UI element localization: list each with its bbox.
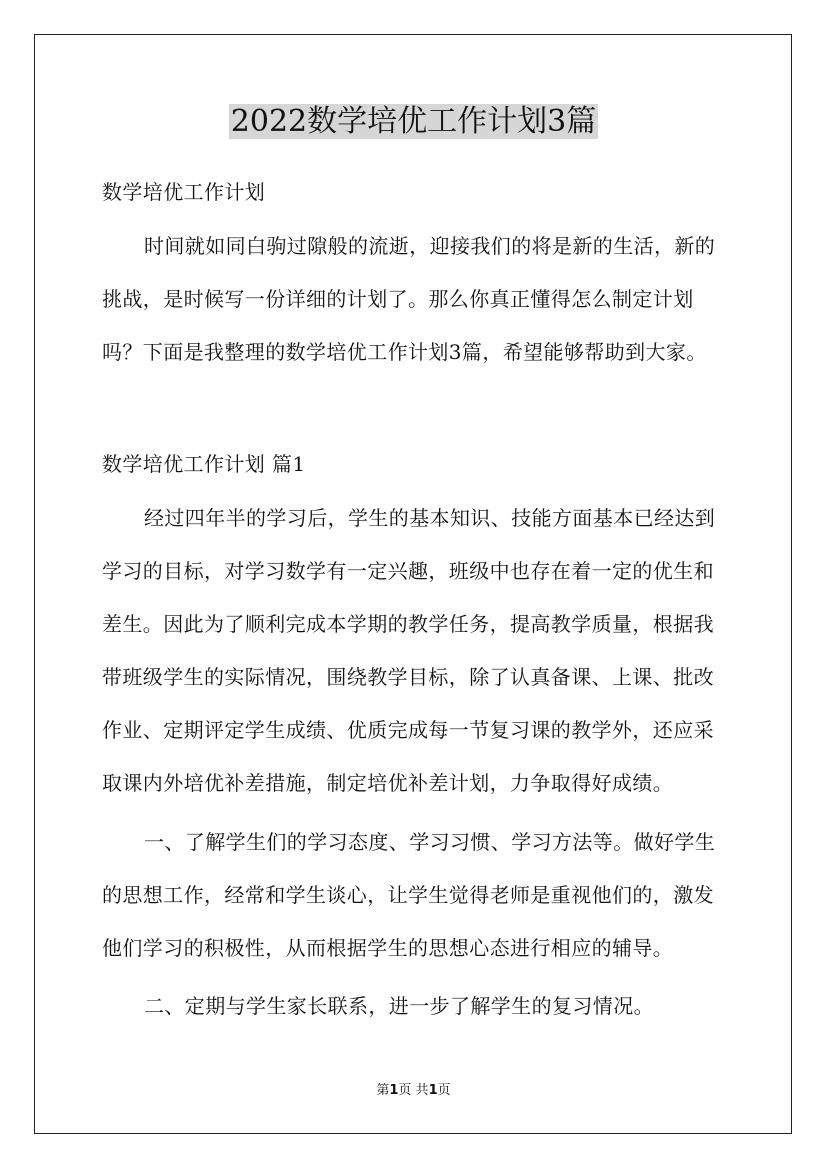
- intro-paragraph: 时间就如同白驹过隙般的流逝，迎接我们的将是新的生活，新的挑战，是时候写一份详细的计划了。那么你真正懂得怎么制定计划吗？下面是我整理的数学培优工作计划3篇，希望能够帮助到大家。: [102, 234, 716, 364]
- footer-page-total: 1: [428, 1083, 438, 1098]
- footer-page-prefix: 第: [376, 1083, 390, 1098]
- section-heading-1: 数学培优工作计划 篇1: [102, 452, 306, 476]
- intro-heading: 数学培优工作计划: [102, 180, 266, 204]
- footer-page-current: 1: [389, 1083, 399, 1098]
- paragraph-2: 一、了解学生们的学习态度、学习习惯、学习方法等。做好学生的思想工作，经常和学生谈心，让学生觉得老师是重视他们的，激发他们学习的积极性，从而根据学生的思想心态进行相应的辅导。: [102, 830, 716, 960]
- paragraph-3: 二、定期与学生家长联系，进一步了解学生的复习情况。: [144, 994, 654, 1018]
- footer-page-mid: 页 共: [398, 1083, 429, 1098]
- document-title-text: 2022数学培优工作计划3篇: [230, 104, 597, 139]
- page-footer: [0, 1081, 827, 1101]
- document-title: [0, 100, 827, 144]
- footer-page-suffix: 页: [437, 1083, 451, 1098]
- paragraph-1: 经过四年半的学习后，学生的基本知识、技能方面基本已经达到学习的目标，对学习数学有一定兴趣，班级中也存在着一定的优生和差生。因此为了顺利完成本学期的教学任务，提高教学质量，根据我带班级学生的实际情况，围绕教学目标，除了认真备课、上课、批改作业、定期评定学生成绩、优质完成每一节复习课的教学外，还应采取课内外培优补差措施，制定培优补差计划，力争取得好成绩。: [102, 506, 716, 795]
